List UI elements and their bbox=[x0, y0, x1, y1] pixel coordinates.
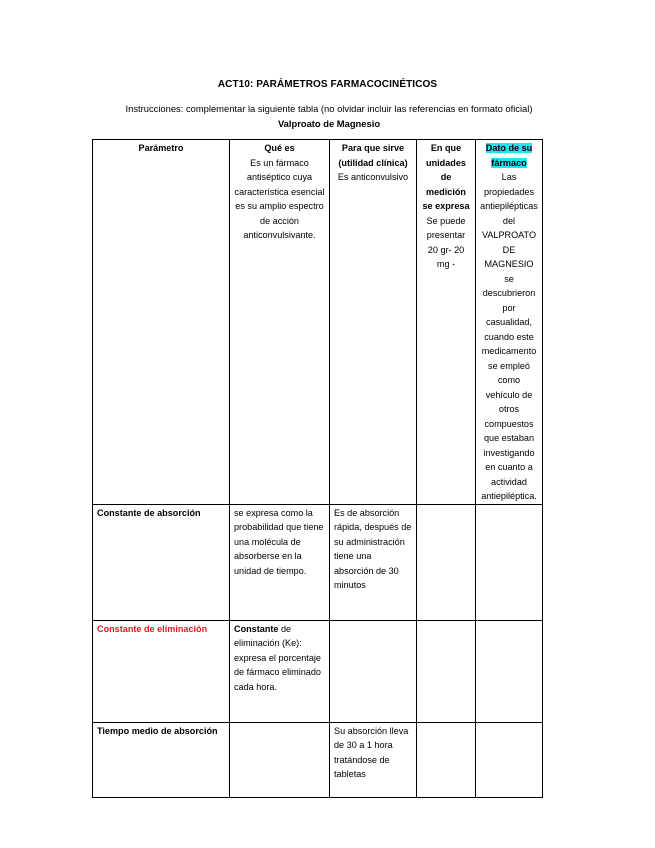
para-que-description: Es anticonvulsivo bbox=[337, 172, 409, 182]
instructions-text: Instrucciones: complementar la siguiente tabla (no olvidar incluir las referencias en formato oficial) bbox=[125, 103, 533, 114]
header-dato bbox=[480, 140, 538, 170]
absorcion-para-que: Es de absorción rápida, después de su administración tiene una absorción de 30 minutos bbox=[334, 507, 412, 590]
header-cell-parametro bbox=[93, 140, 230, 505]
eliminacion-que-es-text: de eliminación (Ke): expresa el porcentaje de fármaco eliminado cada hora. bbox=[234, 623, 321, 692]
que-es-description: Es un fármaco antiséptico cuya característica esencial es su amplio espectro de acción anticonvulsivante. bbox=[234, 157, 325, 240]
header-cell-que-es bbox=[230, 140, 330, 505]
table-cell bbox=[417, 722, 476, 797]
table-cell bbox=[330, 620, 417, 722]
row-label-constante-eliminacion: Constante de eliminación bbox=[97, 623, 208, 634]
header-que-es: Qué es bbox=[264, 143, 295, 153]
table-cell bbox=[230, 722, 330, 797]
header-unidades: En que unidades de medición se expresa bbox=[422, 143, 470, 211]
table-cell bbox=[476, 504, 543, 620]
row-label-constante-absorcion: Constante de absorción bbox=[97, 507, 201, 518]
table-row bbox=[93, 504, 543, 620]
drug-name: Valproato de Magnesio bbox=[277, 118, 381, 129]
header-cell-dato bbox=[476, 140, 543, 505]
tiempo-para-que: Su absorción lleva de 30 a 1 hora tratándose de tabletas bbox=[334, 725, 409, 779]
absorcion-que-es: se expresa como la probabilidad que tiene una molécula de absorberse en la unidad de tiempo. bbox=[234, 507, 324, 576]
table-cell bbox=[230, 620, 330, 722]
table-cell bbox=[417, 620, 476, 722]
table-cell bbox=[330, 722, 417, 797]
table-row bbox=[93, 620, 543, 722]
unidades-description: Se puede presentar 20 gr- 20 mg - bbox=[426, 215, 466, 269]
eliminacion-que-es bbox=[234, 621, 325, 695]
instructions bbox=[104, 101, 554, 131]
row-label-cell bbox=[93, 722, 230, 797]
header-para-que: Para que sirve (utilidad clínica) bbox=[338, 143, 408, 168]
table-cell bbox=[230, 504, 330, 620]
table-row bbox=[93, 722, 543, 797]
table-cell bbox=[476, 722, 543, 797]
table-cell bbox=[417, 504, 476, 620]
row-label-cell bbox=[93, 504, 230, 620]
document-title: ACT10: PARÁMETROS FARMACOCINÉTICOS bbox=[217, 79, 438, 90]
header-parametro: Parámetro bbox=[138, 143, 184, 153]
header-cell-unidades bbox=[417, 140, 476, 505]
row-label-tiempo-medio-absorcion: Tiempo medio de absorción bbox=[97, 725, 218, 736]
table-cell bbox=[330, 504, 417, 620]
row-label-cell bbox=[93, 620, 230, 722]
header-cell-para-que bbox=[330, 140, 417, 505]
table-cell bbox=[476, 620, 543, 722]
table-header-row bbox=[93, 140, 543, 505]
parameters-table bbox=[92, 139, 543, 798]
dato-description: Las propiedades antiepilépticas del VALPROATO DE MAGNESIO se descubrieron por casualidad, cuando este medicamento se empleó como vehículo de otros compuestos que estaban investigando en cuanto a actividad antiepiléptica. bbox=[480, 172, 538, 501]
eliminacion-que-es-bold: Constante bbox=[234, 623, 279, 634]
header-dato-highlight: Dato de su fármaco bbox=[485, 143, 533, 168]
